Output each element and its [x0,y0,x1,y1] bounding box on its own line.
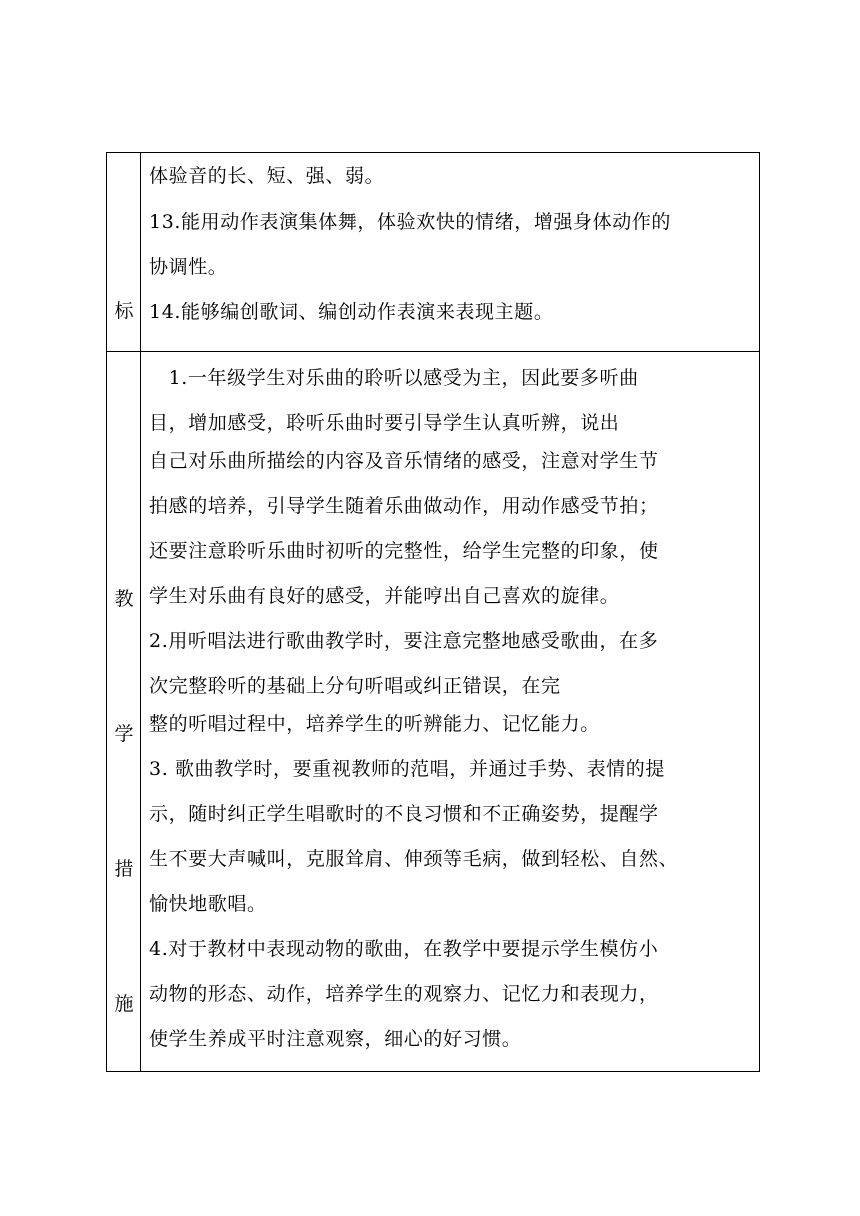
document-table [106,152,760,1072]
measures-line: 动物的形态、动作，培养学生的观察力、记忆力和表现力， [149,983,659,1005]
measures-line: 示，随时纠正学生唱歌时的不良习惯和不正确姿势，提醒学 [149,803,659,825]
measures-line: 目，增加感受，聆听乐曲时要引导学生认真听辨，说出 [149,412,620,434]
measures-line: 还要注意聆听乐曲时初听的完整性，给学生完整的印象，使 [149,540,659,562]
goals-label-char: 标 [114,300,134,322]
measures-content-cell [141,352,759,1071]
measures-line: 4.对于教材中表现动物的歌曲，在教学中要提示学生模仿小 [149,938,659,960]
goals-label-cell [107,153,141,351]
measures-label-cell [107,352,141,1071]
measures-label-char: 学 [114,723,134,745]
measures-label-char: 教 [114,588,134,610]
measures-label-char: 措 [114,858,134,880]
measures-line: 拍感的培养，引导学生随着乐曲做动作，用动作感受节拍； [149,495,659,517]
goals-row [107,153,759,352]
measures-line: 1.一年级学生对乐曲的聆听以感受为主，因此要多听曲 [149,367,639,389]
measures-line: 3. 歌曲教学时，要重视教师的范唱，并通过手势、表情的提 [149,758,665,780]
goals-line: 13.能用动作表演集体舞，体验欢快的情绪，增强身体动作的 [149,211,672,233]
goals-line: 协调性。 [149,256,228,278]
goals-content-cell [141,153,759,351]
goals-line: 体验音的长、短、强、弱。 [149,165,385,187]
measures-line: 自己对乐曲所描绘的内容及音乐情绪的感受，注意对学生节 [149,450,659,472]
measures-line: 整的听唱过程中，培养学生的听辨能力、记忆能力。 [149,713,600,735]
measures-line: 2.用听唱法进行歌曲教学时，要注意完整地感受歌曲，在多 [149,630,659,652]
goals-line: 14.能够编创歌词、编创动作表演来表现主题。 [149,301,554,323]
measures-line: 愉快地歌唱。 [149,893,267,915]
measures-line: 次完整聆听的基础上分句听唱或纠正错误，在完 [149,675,561,697]
measures-row [107,352,759,1071]
measures-line: 使学生养成平时注意观察，细心的好习惯。 [149,1028,522,1050]
measures-label-char: 施 [114,993,134,1015]
measures-line: 学生对乐曲有良好的感受，并能哼出自己喜欢的旋律。 [149,585,620,607]
measures-line: 生不要大声喊叫，克服耸肩、伸颈等毛病，做到轻松、自然、 [149,848,679,870]
